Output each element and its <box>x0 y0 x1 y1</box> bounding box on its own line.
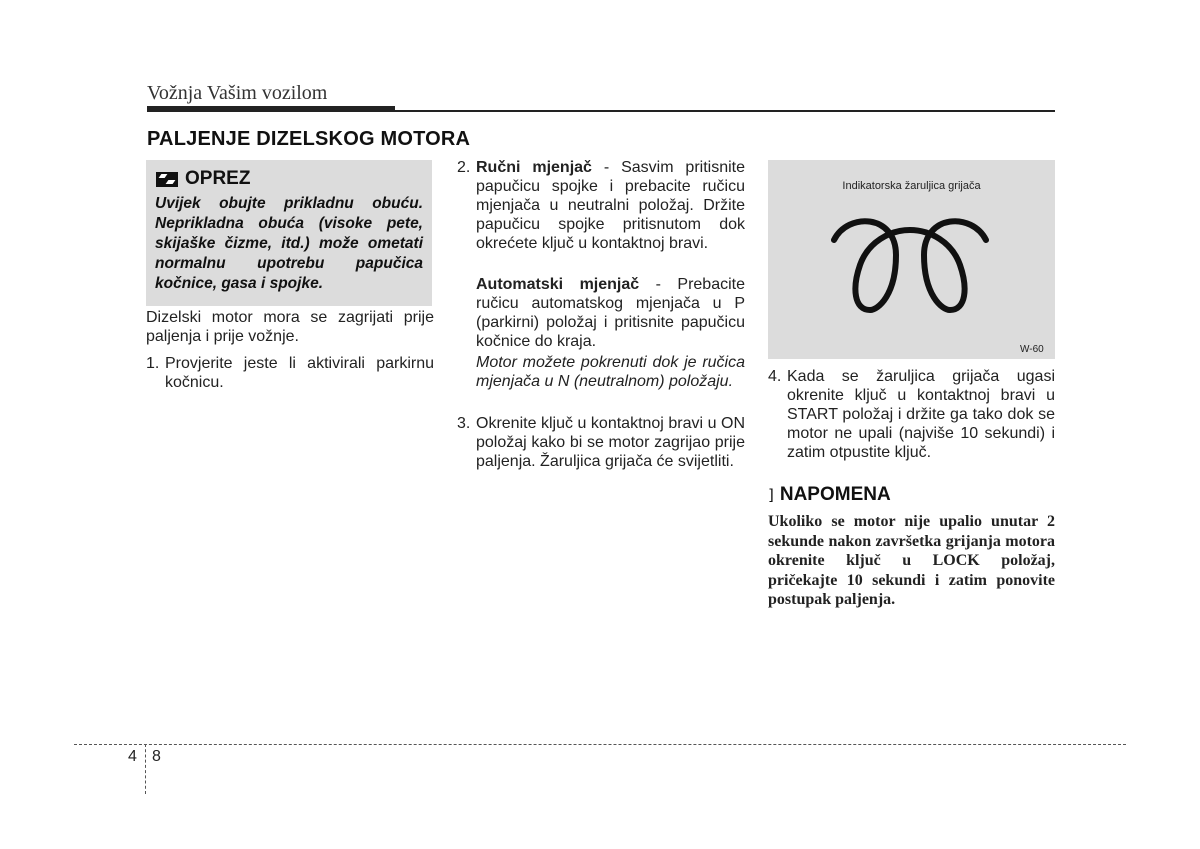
automatic-transmission-label: Automatski mjenjač <box>476 276 640 293</box>
step-text: Okrenite ključ u kontaktnoj bravi u ON položaj kako bi se motor zagrijao prije paljenja. Žaruljica grijača će svijetliti. <box>476 415 745 470</box>
step-text: Provjerite jeste li aktivirali parkirnu kočnicu. <box>165 355 434 391</box>
automatic-note: Motor možete pokrenuti dok je ručica mjenjača u N (neutralnom) položaju. <box>476 354 745 390</box>
note-label: NAPOMENA <box>779 484 891 505</box>
footer-divider <box>74 744 1126 745</box>
page-number: 8 <box>152 748 161 765</box>
figure-caption: Indikatorska žaruljica grijača <box>842 180 981 192</box>
page-number-divider <box>145 744 146 794</box>
step-text <box>476 158 745 253</box>
chapter-title: Vožnja Vašim vozilom <box>147 82 328 104</box>
step-1 <box>146 354 434 392</box>
step-4 <box>768 367 1055 462</box>
glow-plug-indicator-icon <box>768 160 1055 359</box>
manual-transmission-label: Ručni mjenjač <box>476 159 592 176</box>
caution-text: Uvijek obujte prikladnu obuću. Neprikladna obuća (visoke pete, skijaške čizme, itd.) može ometati normalnu upotrebu papučica kočnice, gasa i spojke. <box>155 195 423 292</box>
automatic-transmission-text: - Prebacite ručicu automatskog mjenjača u P (parkirni) položaj i pritisnite papučicu kočnice do kraja. <box>476 276 746 350</box>
step-2 <box>457 158 745 253</box>
step-number: 3. <box>457 415 471 432</box>
manual-transmission-text: - Sasvim pritisnite papučicu spojke i prebacite ručicu mjenjača u neutralni položaj. Držite papučicu spojke pritisnutom dok okrećete ključ u kontaktnoj bravi. <box>476 159 745 252</box>
note-icon: ] <box>768 486 774 504</box>
note-text: Ukoliko se motor nije upalio unutar 2 sekunde nakon završetka grijanja motora okrenite ključ u LOCK položaj, pričekajte 10 sekundi i zatim ponovite postupak paljenja. <box>768 513 1055 608</box>
note-header <box>768 484 891 506</box>
step-number: 2. <box>457 159 471 176</box>
automatic-paragraph <box>476 275 745 351</box>
figure-code: W-60 <box>1020 344 1044 355</box>
step-text: Kada se žaruljica grijača ugasi okrenite ključ u kontaktnoj bravi u START položaj i držite ga tako dok se motor ne upali (najviše 10 sekundi) i zatim otpustite ključ. <box>787 368 1055 461</box>
step-3 <box>457 414 745 471</box>
caution-icon <box>156 172 178 187</box>
caution-header <box>156 168 250 190</box>
intro-paragraph: Dizelski motor mora se zagrijati prije paljenja i prije vožnje. <box>146 309 434 345</box>
caution-label: OPREZ <box>185 168 251 189</box>
section-number: 4 <box>128 748 137 765</box>
step-number: 4. <box>768 368 782 385</box>
section-title: PALJENJE DIZELSKOG MOTORA <box>147 128 471 150</box>
step-number: 1. <box>146 355 160 372</box>
header-rule-accent <box>147 106 395 112</box>
